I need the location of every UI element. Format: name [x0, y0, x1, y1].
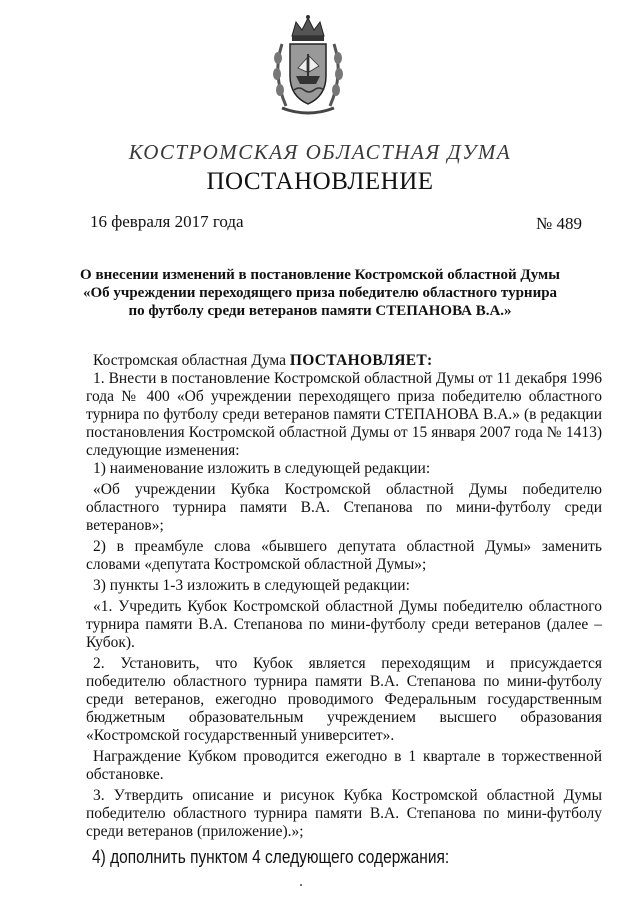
- document-number: № 489: [536, 214, 582, 233]
- title-line-3: по футболу среди ветеранов памяти СТЕПАНОВА В.А.»: [128, 303, 512, 319]
- document-body: [86, 352, 602, 867]
- paragraph-10: 4) дополнить пунктом 4 следующего содержания:: [92, 847, 450, 867]
- document-title: [70, 266, 570, 320]
- paragraph-9: 3. Утвердить описание и рисунок Кубка Костромской областной Думы победителю областного турнира памяти В.А. Степанова по мини-футболу среди ветеранов (приложение).»;: [86, 787, 602, 840]
- document-type: ПОСТАНОВЛЕНИЕ: [206, 168, 434, 195]
- paragraph-1: 1. Внести в постановление Костромской областной Думы от 11 декабря 1996 года № 400 «Об учреждении переходящего приза победителю областного турнира по футболу среди ветеранов памяти СТЕПАНОВА В.А.» (в редакции постановления Костромской областной Думы от 15 января 2007 года № 1413) следующие изменения:: [86, 370, 602, 459]
- paragraph-2: 1) наименование изложить в следующей редакции:: [93, 460, 431, 477]
- paragraph-7: 2. Установить, что Кубок является переходящим и присуждается победителю областного турнира памяти В.А. Степанова по мини-футболу среди ветеранов, ежегодно проводимого Федеральным государственным бюджетным образовательным учреждением высшего образования «Костромской государственный университет».: [86, 655, 602, 744]
- scan-mark: [300, 884, 302, 886]
- paragraph-8: Награждение Кубком проводится ежегодно в 1 квартале в торжественной обстановке.: [86, 748, 602, 783]
- paragraph-6: «1. Учредить Кубок Костромской областной Думы победителю областного турнира памяти В.А. Степанова по мини-футболу среди ветеранов (далее – Кубок).: [86, 598, 602, 651]
- title-line-2: «Об учреждении переходящего приза победителю областного турнира: [82, 285, 558, 301]
- paragraph-4: 2) в преамбуле слова «бывшего депутата областной Думы» заменить словами «депутата Костромской областной Думы»;: [86, 538, 602, 573]
- organization-name: КОСТРОМСКАЯ ОБЛАСТНАЯ ДУМА: [128, 140, 512, 164]
- preamble-keyword: ПОСТАНОВЛЯЕТ:: [289, 352, 433, 369]
- document-date: 16 февраля 2017 года: [90, 212, 244, 231]
- paragraph-5: 3) пункты 1-3 изложить в следующей редакции:: [93, 577, 410, 594]
- paragraph-3: «Об учреждении Кубка Костромской областной Думы победителю областного турнира памяти В.А. Степанова по мини-футболу среди ветеранов»;: [86, 481, 602, 534]
- preamble: [86, 352, 602, 370]
- coat-of-arms-icon: [268, 14, 348, 118]
- preamble-text: Костромская областная Дума: [93, 352, 290, 369]
- title-line-1: О внесении изменений в постановление Костромской областной Думы: [80, 267, 560, 283]
